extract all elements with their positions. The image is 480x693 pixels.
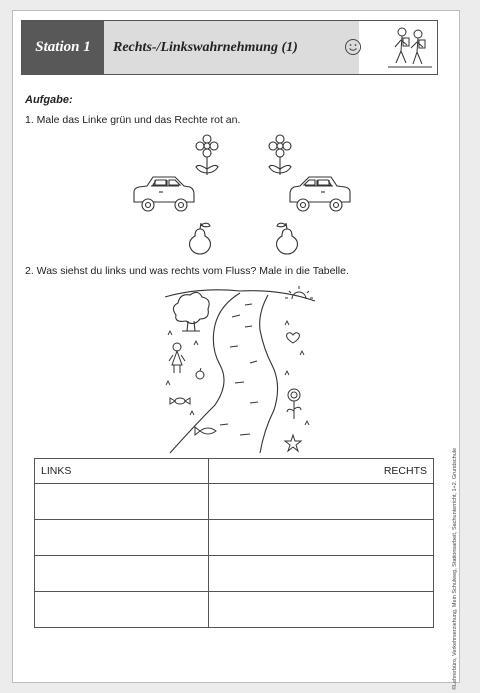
heart-icon — [287, 333, 300, 343]
worksheet-title: Rechts-/Linkswahrnehmung (1) — [104, 21, 359, 74]
copyright-note: ©Lehrerbüro, Verkehrserziehung, Mein Schulweg, Stationsarbeit, Sachunterricht, 1+2. Grundschule — [452, 447, 458, 690]
sun-icon — [285, 286, 313, 299]
sunflower-icon — [287, 389, 301, 419]
fish-icon — [195, 427, 216, 435]
car-icon — [287, 172, 353, 216]
car-icon — [131, 172, 197, 216]
tree-icon — [173, 292, 209, 331]
table-cell-right[interactable] — [208, 556, 433, 592]
candy-icon — [170, 398, 190, 404]
apple-icon — [196, 368, 204, 379]
column-header-rechts: RECHTS — [208, 459, 433, 484]
flower-icon — [190, 133, 224, 177]
task-heading: Aufgabe: — [25, 94, 73, 106]
table-cell-right[interactable] — [208, 592, 433, 628]
table-cell-left[interactable] — [35, 592, 209, 628]
table-cell-left[interactable] — [35, 484, 209, 520]
walking-children-icon — [382, 23, 436, 72]
river-right-bank — [260, 295, 278, 453]
table-cell-left[interactable] — [35, 556, 209, 592]
girl-icon — [169, 343, 185, 373]
river-landscape — [160, 285, 325, 457]
table-cell-left[interactable] — [35, 520, 209, 556]
column-header-links: LINKS — [35, 459, 209, 484]
station-label: Station 1 — [22, 21, 104, 74]
pear-icon — [186, 221, 214, 255]
table-cell-right[interactable] — [208, 520, 433, 556]
smiley-icon — [344, 38, 362, 56]
task-2-instruction: 2. Was siehst du links und was rechts vom Fluss? Male in die Tabelle. — [25, 265, 349, 277]
worksheet-header — [21, 20, 438, 75]
flower-icon — [263, 133, 297, 177]
left-right-table — [34, 458, 434, 628]
star-icon — [285, 435, 301, 451]
pear-icon — [273, 221, 301, 255]
task-1-instruction: 1. Male das Linke grün und das Rechte rot an. — [25, 114, 241, 126]
table-cell-right[interactable] — [208, 484, 433, 520]
